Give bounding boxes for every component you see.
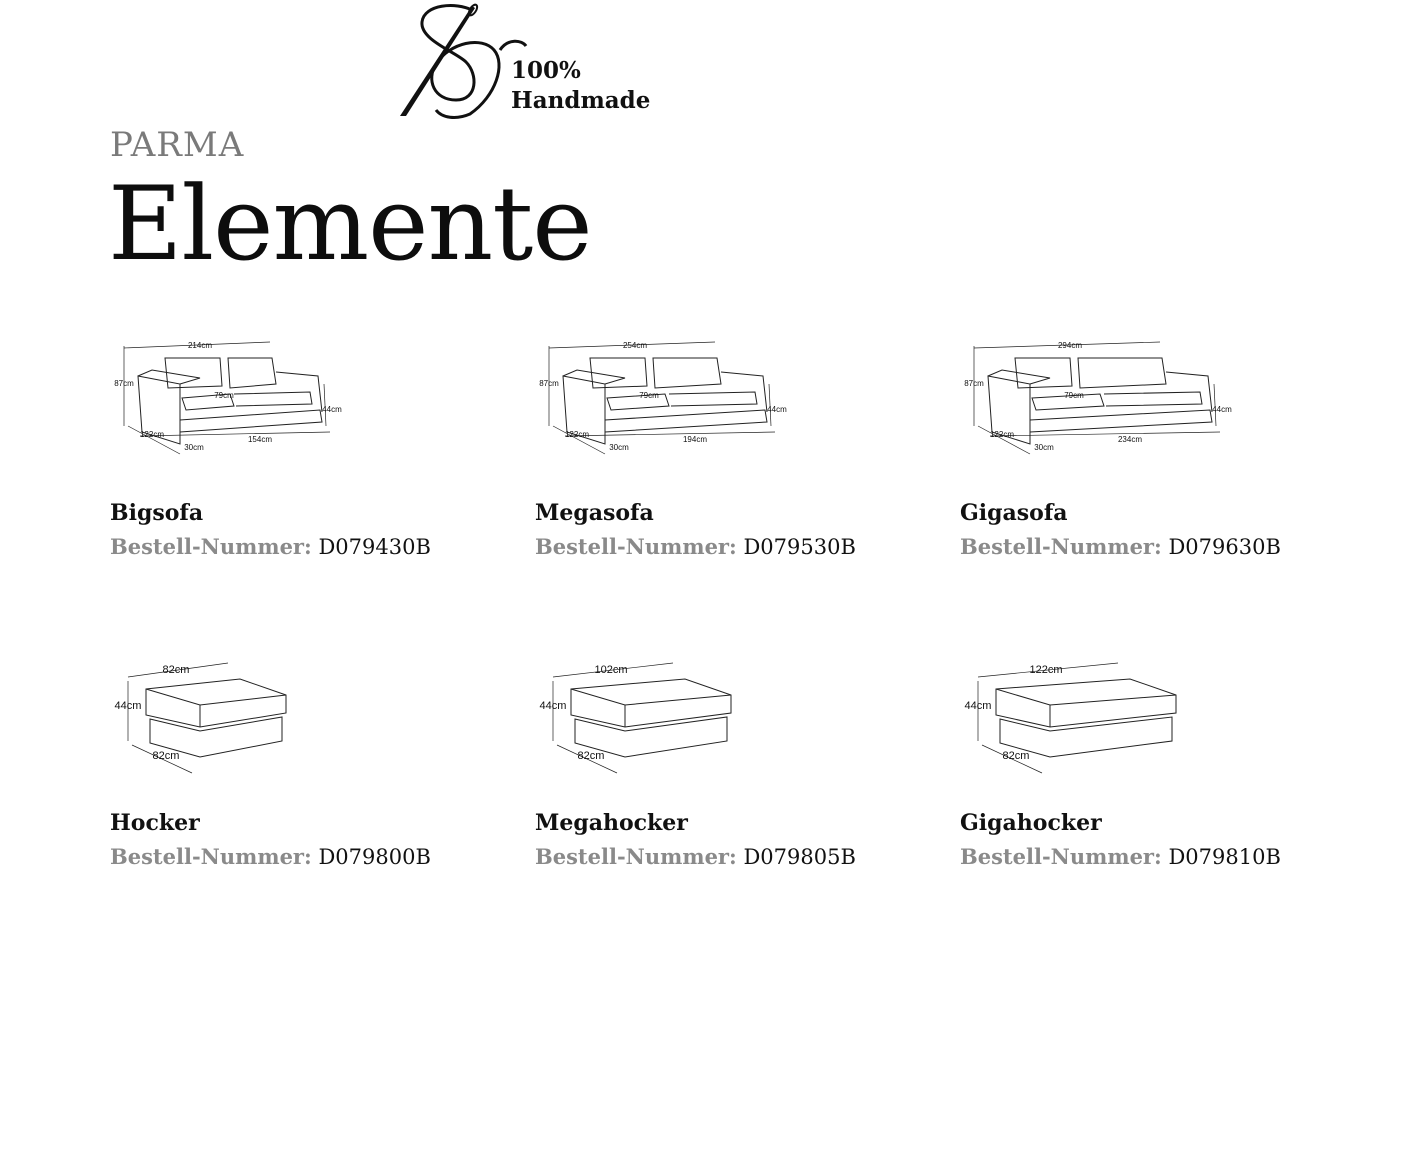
product-card-hocker <box>110 655 510 780</box>
order-number: D079430B <box>318 535 431 559</box>
outline-line <box>990 432 1220 436</box>
height-dimension-label: 87cm <box>539 379 559 388</box>
outline-line <box>228 358 276 388</box>
outline-line <box>590 358 647 388</box>
seat-depth-dimension-label: 79cm <box>639 391 659 400</box>
height-dimension-label: 87cm <box>964 379 984 388</box>
badge-line-2: Handmade <box>511 87 651 114</box>
order-line <box>960 534 1281 559</box>
order-label: Bestell-Nummer: <box>960 534 1162 559</box>
outline-line <box>180 410 322 432</box>
depth-dimension-label: 122cm <box>989 430 1015 439</box>
product-card-gigahocker <box>960 655 1360 780</box>
width-dimension-label: 254cm <box>622 341 648 350</box>
order-line <box>110 844 431 869</box>
brand-name: PARMA <box>110 125 245 165</box>
order-number: D079800B <box>318 845 431 869</box>
width-dimension-label: 294cm <box>1057 341 1083 350</box>
product-card-gigasofa <box>960 336 1360 466</box>
outline-line <box>165 358 222 388</box>
hocker-diagram <box>535 655 795 780</box>
order-label: Bestell-Nummer: <box>110 844 312 869</box>
seat-height-dimension-label: 44cm <box>1212 405 1232 414</box>
depth-dimension-label: 82cm <box>1002 750 1030 762</box>
order-line <box>960 844 1281 869</box>
product-card-megahocker <box>535 655 935 780</box>
arm-dimension-label: 30cm <box>609 443 629 452</box>
page-title: Elemente <box>108 165 592 284</box>
depth-dimension-label: 122cm <box>139 430 165 439</box>
outline-line <box>571 689 731 705</box>
outline-line <box>146 689 286 705</box>
sofa-diagram <box>110 336 370 466</box>
order-number: D079805B <box>743 845 856 869</box>
arm-dimension-label: 30cm <box>184 443 204 452</box>
depth-dimension-label: 122cm <box>564 430 590 439</box>
arm-dimension-label: 30cm <box>1034 443 1054 452</box>
outline-line <box>605 410 767 432</box>
height-dimension-label: 44cm <box>964 700 992 712</box>
hocker-diagram <box>960 655 1220 780</box>
outline-line <box>234 392 312 406</box>
product-name: Hocker <box>110 810 200 836</box>
order-label: Bestell-Nummer: <box>535 844 737 869</box>
product-name: Gigasofa <box>960 500 1068 526</box>
product-card-megasofa <box>535 336 935 466</box>
order-line <box>535 534 856 559</box>
order-number: D079810B <box>1168 845 1281 869</box>
height-dimension-label: 44cm <box>539 700 567 712</box>
product-name: Bigsofa <box>110 500 204 526</box>
seat-depth-dimension-label: 79cm <box>214 391 234 400</box>
outline-line <box>607 394 669 410</box>
badge-line-1: 100% <box>511 57 581 84</box>
product-card-bigsofa <box>110 336 510 466</box>
sofa-diagram <box>960 336 1232 466</box>
width-dimension-label: 82cm <box>162 664 190 676</box>
handmade-badge <box>511 56 650 116</box>
order-label: Bestell-Nummer: <box>535 534 737 559</box>
outline-line <box>996 689 1176 705</box>
outline-line <box>1078 358 1166 388</box>
seat-height-dimension-label: 44cm <box>322 405 342 414</box>
hocker-diagram <box>110 655 370 780</box>
outline-line <box>669 392 757 406</box>
order-number: D079630B <box>1168 535 1281 559</box>
height-dimension-label: 44cm <box>114 700 142 712</box>
width-dimension-label: 122cm <box>1029 664 1063 676</box>
outline-line <box>1030 410 1212 432</box>
order-label: Bestell-Nummer: <box>960 844 1162 869</box>
outline-line <box>565 432 775 436</box>
product-name: Megahocker <box>535 810 688 836</box>
seat-height-dimension-label: 44cm <box>767 405 787 414</box>
outline-line <box>653 358 721 388</box>
outline-line <box>140 432 330 436</box>
outline-line <box>1015 358 1072 388</box>
sofa-diagram <box>535 336 795 466</box>
depth-dimension-label: 82cm <box>577 750 605 762</box>
width-dimension-label: 214cm <box>187 341 213 350</box>
product-name: Gigahocker <box>960 810 1102 836</box>
product-name: Megasofa <box>535 500 654 526</box>
order-label: Bestell-Nummer: <box>110 534 312 559</box>
inner-width-dimension-label: 194cm <box>682 435 708 444</box>
inner-width-dimension-label: 234cm <box>1117 435 1143 444</box>
seat-depth-dimension-label: 79cm <box>1064 391 1084 400</box>
inner-width-dimension-label: 154cm <box>247 435 273 444</box>
height-dimension-label: 87cm <box>114 379 134 388</box>
order-number: D079530B <box>743 535 856 559</box>
depth-dimension-label: 82cm <box>152 750 180 762</box>
outline-line <box>1104 392 1202 406</box>
order-line <box>535 844 856 869</box>
order-line <box>110 534 431 559</box>
width-dimension-label: 102cm <box>594 664 628 676</box>
